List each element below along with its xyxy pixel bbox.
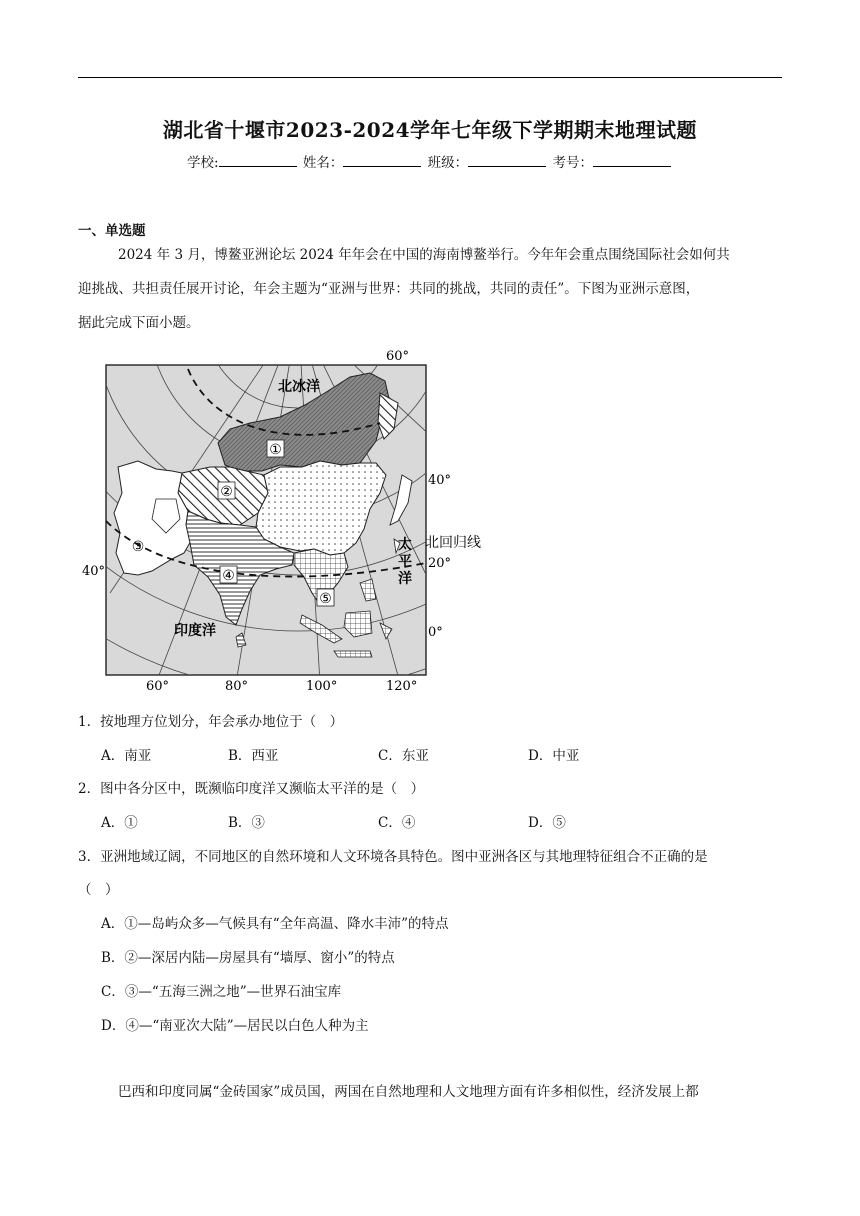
- q2-option-b[interactable]: B．③: [228, 815, 265, 831]
- asia-map: [80, 343, 481, 695]
- q1-option-c[interactable]: C．东亚: [378, 748, 429, 764]
- exam-no-label: 考号：: [552, 155, 593, 171]
- name-label: 姓名：: [302, 155, 344, 171]
- label-arctic-ocean: 北冰洋: [278, 379, 320, 395]
- label-pacific-2: 平: [398, 554, 412, 570]
- q1-option-b[interactable]: B．西亚: [228, 748, 279, 764]
- name-blank[interactable]: [343, 154, 421, 167]
- q3-option-b[interactable]: B．②—深居内陆—房屋具有“墙厚、窗小”的特点: [101, 950, 395, 966]
- q2-option-a[interactable]: A．①: [101, 815, 138, 831]
- q1-option-a[interactable]: A．南亚: [101, 748, 152, 764]
- exam-no-blank[interactable]: [593, 154, 671, 167]
- region-mark-5: ⑤: [319, 591, 332, 607]
- region-mark-2: ②: [220, 484, 233, 500]
- q3-option-c[interactable]: C．③—“五海三洲之地”—世界石油宝库: [101, 984, 342, 1000]
- passage-1-line-3: 据此完成下面小题。: [78, 315, 200, 331]
- page-title: 湖北省十堰市2023-2024学年七年级下学期期末地理试题: [162, 118, 698, 142]
- passage-2-line-1: 巴西和印度同属“金砖国家”成员国，两国在自然地理和人文地理方面有许多相似性，经济发展上都: [118, 1084, 699, 1100]
- q1-option-d[interactable]: D．中亚: [528, 748, 580, 764]
- lon-label-100: 100°: [306, 679, 338, 694]
- passage-2: [78, 1075, 782, 1109]
- passage-1: [78, 238, 782, 340]
- label-tropic: 北回归线: [425, 535, 481, 551]
- question-3-stem-line-2: （ ）: [78, 882, 119, 898]
- class-label: 班级：: [427, 155, 469, 171]
- question-3-stem-line-1: 3．亚洲地域辽阔，不同地区的自然环境和人文环境各具特色。图中亚洲各区与其地理特征组合不正确的是: [78, 849, 708, 865]
- lat-label-40-right: 40°: [428, 473, 452, 488]
- lat-label-60: 60°: [386, 349, 410, 364]
- lat-label-40-left: 40°: [82, 564, 106, 579]
- label-indian-ocean: 印度洋: [174, 623, 216, 639]
- label-pacific-3: 洋: [398, 571, 412, 587]
- lon-label-60: 60°: [146, 679, 170, 694]
- q2-option-c[interactable]: C．④: [378, 815, 416, 831]
- q3-option-a[interactable]: A．①—岛屿众多—气候具有“全年高温、降水丰沛”的特点: [101, 916, 449, 932]
- passage-1-line-2: 迎挑战、共担责任展开讨论，年会主题为“亚洲与世界：共同的挑战，共同的责任”。下图为亚洲示意图，: [78, 281, 700, 297]
- lon-label-120: 120°: [386, 679, 418, 694]
- question-2-stem: 2．图中各分区中，既濒临印度洋又濒临太平洋的是（ ）: [78, 781, 425, 797]
- label-pacific-1: 太: [398, 537, 412, 553]
- school-label: 学校:: [187, 155, 219, 171]
- region-mark-1: ①: [269, 442, 282, 458]
- section-heading: 一、单选题: [78, 223, 146, 239]
- class-blank[interactable]: [468, 154, 546, 167]
- lat-label-20: 20°: [428, 556, 452, 571]
- student-info-line: [0, 151, 860, 171]
- school-blank[interactable]: [219, 154, 297, 167]
- question-1-stem: 1．按地理方位划分，年会承办地位于（ ）: [78, 714, 344, 730]
- q3-option-d[interactable]: D．④—“南亚次大陆”—居民以白色人种为主: [101, 1018, 369, 1034]
- region-mark-3: ③: [131, 539, 145, 555]
- header-rule: [78, 77, 782, 78]
- lat-label-0: 0°: [428, 625, 443, 640]
- region-mark-4: ④: [222, 568, 235, 584]
- q2-option-d[interactable]: D．⑤: [528, 815, 566, 831]
- passage-1-line-1: 2024 年 3 月，博鳌亚洲论坛 2024 年年会在中国的海南博鳌举行。今年年会重点围绕国际社会如何共: [118, 247, 730, 263]
- lon-label-80: 80°: [225, 679, 249, 694]
